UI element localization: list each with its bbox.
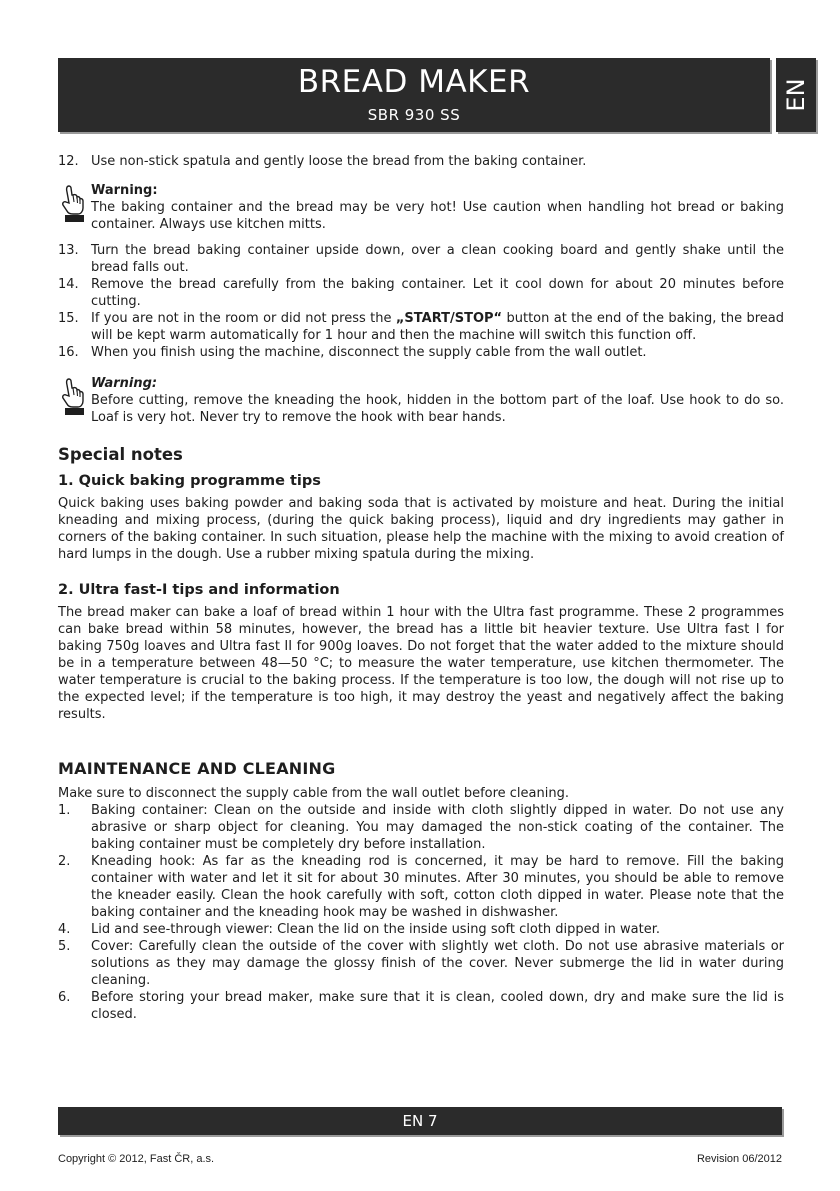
- model-number: SBR 930 SS: [367, 106, 461, 124]
- maintenance-item: [58, 938, 784, 989]
- warning-title: Warning:: [91, 376, 158, 391]
- page-number: EN 7: [402, 1112, 438, 1130]
- warning-text: Before cutting, remove the kneading the hook, hidden in the bottom part of the loaf. Use hook to do so. Loaf is very hot. Never try to remove the hook with bear hands.: [91, 393, 784, 425]
- step-text: Remove the bread carefully from the baking container. Let it cool down for about 20 minutes before cutting.: [91, 277, 784, 309]
- step-number: 12.: [58, 154, 79, 169]
- copyright: Copyright © 2012, Fast ČR, a.s.: [58, 1153, 215, 1165]
- page-header: [58, 58, 770, 132]
- page-content: [58, 153, 784, 1023]
- start-stop-label: „START/STOP“: [395, 311, 503, 326]
- maintenance-item: [58, 853, 784, 921]
- pointing-hand-icon: [58, 184, 86, 224]
- special-notes-heading: Special notes: [58, 445, 183, 464]
- ultra-fast-text: The bread maker can bake a loaf of bread within 1 hour with the Ultra fast programme. These 2 programmes can bake bread within 58 minutes, however, the bread has a little bit heavier texture. Use Ultra fast I for baking 750g loaves and Ultra fast II for 900g loaves. Do not forget that the water added to the mixture should be in a temperature between 48—50 °C; to measure the water temperature, use kitchen thermometer. The water temperature is crucial to the baking process. If the temperature is too low, the dough will not rise up to the expected level; if the temperature is too high, it may destroy the yeast and negatively affect the baking results.: [58, 605, 784, 722]
- step-15: [58, 310, 784, 344]
- warning-title: Warning:: [91, 183, 158, 198]
- ultra-fast-heading: 2. Ultra fast-I tips and information: [58, 582, 340, 598]
- maintenance-item: [58, 921, 784, 938]
- document-title: BREAD MAKER: [297, 64, 531, 100]
- language-tab: [776, 58, 816, 132]
- step-text: Use non-stick spatula and gently loose the bread from the baking container.: [91, 154, 587, 169]
- maintenance-heading: MAINTENANCE AND CLEANING: [58, 759, 336, 778]
- maintenance-item: [58, 989, 784, 1023]
- warning-box: [58, 182, 784, 233]
- step-13: [58, 242, 784, 276]
- step-text: Turn the bread baking container upside down, over a clean cooking board and gently shake until the bread falls out.: [91, 243, 784, 275]
- item-number: 1.: [58, 803, 71, 818]
- item-number: 4.: [58, 922, 71, 937]
- quick-baking-text: Quick baking uses baking powder and baking soda that is activated by moisture and heat. During the initial kneading and mixing process, (during the quick baking process), liquid and dry ingredients may gather in corners of the baking container. In such situation, please help the machine with the mixing to avoid creation of hard lumps in the dough. Use a rubber mixing spatula during the mixing.: [58, 496, 784, 562]
- step-12: [58, 153, 784, 170]
- item-text: Kneading hook: As far as the kneading rod is concerned, it may be hard to remove. Fill the baking container with water and let it sit for about 30 minutes. After 30 minutes, you should be able to remove the kneader easily. Clean the hook carefully with soft, cotton cloth dipped in water. Please note that the baking container and the kneading hook may be washed in dishwasher.: [91, 854, 784, 920]
- item-text: Baking container: Clean on the outside and inside with cloth slightly dipped in water. Do not use any abrasive or sharp object for cleaning. You may damaged the non-stick coating of the container. The baking container must be completely dry before installation.: [91, 803, 784, 852]
- item-number: 6.: [58, 990, 71, 1005]
- step-text-before: If you are not in the room or did not press the: [91, 311, 396, 326]
- step-16: [58, 344, 784, 361]
- step-text-after: button at the end of the baking, the bread will be kept warm automatically for 1 hour and then the machine will switch this function off.: [91, 311, 784, 343]
- item-number: 2.: [58, 854, 71, 869]
- step-number: 14.: [58, 277, 79, 292]
- pointing-hand-icon: [58, 377, 86, 417]
- maintenance-item: [58, 802, 784, 853]
- item-number: 5.: [58, 939, 71, 954]
- page-number-bar: [58, 1107, 782, 1135]
- quick-baking-heading: 1. Quick baking programme tips: [58, 473, 321, 489]
- step-number: 13.: [58, 243, 79, 258]
- step-14: [58, 276, 784, 310]
- warning-box: [58, 375, 784, 426]
- step-number: 16.: [58, 345, 79, 360]
- item-text: Lid and see-through viewer: Clean the lid on the inside using soft cloth dipped in water.: [91, 922, 661, 937]
- step-text: When you finish using the machine, disconnect the supply cable from the wall outlet.: [91, 345, 647, 360]
- step-number: 15.: [58, 311, 79, 326]
- warning-text: The baking container and the bread may be very hot! Use caution when handling hot bread or baking container. Always use kitchen mitts.: [91, 200, 784, 232]
- item-text: Cover: Carefully clean the outside of the cover with slightly wet cloth. Do not use abrasive materials or solutions as they may damage the glossy finish of the cover. Never submerge the lid in water during cleaning.: [91, 939, 784, 988]
- language-label: EN: [782, 78, 810, 112]
- maintenance-intro: Make sure to disconnect the supply cable from the wall outlet before cleaning.: [58, 786, 569, 801]
- item-text: Before storing your bread maker, make sure that it is clean, cooled down, dry and make sure the lid is closed.: [91, 990, 784, 1022]
- revision: Revision 06/2012: [696, 1153, 782, 1165]
